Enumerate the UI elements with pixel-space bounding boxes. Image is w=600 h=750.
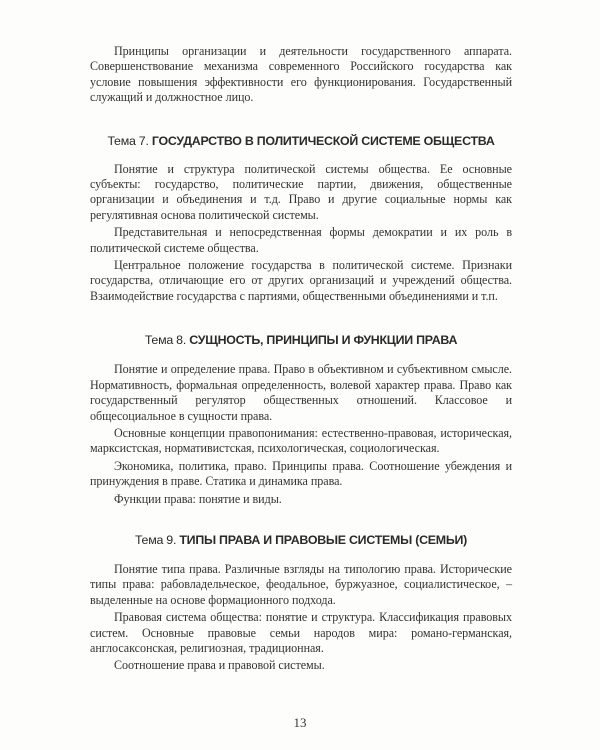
- paragraph: Основные концепции правопонимания: естественно-правовая, историческая, марксистская, нормативистская, психологическая, социологическая.: [90, 425, 512, 456]
- paragraph: Понятие и определение права. Право в объективном и субъективном смысле. Нормативность, формальная определенность, волевой характер права. Право как государственный регулятор общественных отношений. Классовое и общесоциальное в сущности права.: [90, 362, 512, 423]
- section-heading: [90, 134, 512, 148]
- topic-number: Тема 9.: [134, 532, 177, 547]
- topic-title: ГОСУДАРСТВО В ПОЛИТИЧЕСКОЙ СИСТЕМЕ ОБЩЕСТВА: [151, 133, 495, 148]
- topic-title: СУЩНОСТЬ, ПРИНЦИПЫ И ФУНКЦИИ ПРАВА: [189, 333, 458, 348]
- paragraph: Экономика, политика, право. Принципы права. Соотношение убеждения и принуждения в праве. Статика и динамика права.: [90, 458, 512, 489]
- paragraph: Правовая система общества: понятие и структура. Классификация правовых систем. Основные правовые семьи народов мира: романо-германская, англосаксонская, религиозная, традиционная.: [90, 610, 512, 655]
- section-topic-8: [90, 333, 512, 507]
- paragraph: Понятие типа права. Различные взгляды на типологию права. Исторические типы права: рабовладельческое, феодальное, буржуазное, социалистическое, – выделенные на основе формационного подхода.: [90, 561, 512, 607]
- section-heading: [90, 333, 512, 347]
- section-topic-9: [90, 533, 512, 674]
- intro-section: [90, 44, 512, 106]
- paragraph: Понятие и структура политической системы общества. Ее основные субъекты: государство, политические партии, движения, общественные организации и объединения и т.д. Право и другие социальные нормы как регулятивная основа политической системы.: [90, 161, 512, 222]
- paragraph: Центральное положение государства в политической системе. Признаки государства, отличающие его от других организаций и учреждений общества. Взаимодействие государства с партиями, общественными объединениями и т.п.: [90, 258, 512, 303]
- intro-paragraph: Принципы организации и деятельности государственного аппарата. Совершенствование механизма современного Российского государства как условие повышения эффективности его функционирования. Государственный служащий и должностное лицо.: [90, 44, 512, 105]
- paragraph: Функции права: понятие и виды.: [114, 491, 282, 506]
- paragraph: Соотношение права и правовой системы.: [114, 658, 325, 673]
- page-number: 13: [293, 715, 307, 730]
- topic-number: Тема 8.: [144, 333, 187, 348]
- topic-number: Тема 7.: [107, 133, 149, 148]
- page-body: [90, 44, 512, 676]
- paragraph: Представительная и непосредственная формы демократии и их роль в политической системе общества.: [90, 225, 512, 255]
- section-topic-7: [90, 134, 512, 305]
- topic-title: ТИПЫ ПРАВА И ПРАВОВЫЕ СИСТЕМЫ (СЕМЬИ): [179, 532, 468, 547]
- section-heading: [90, 533, 512, 547]
